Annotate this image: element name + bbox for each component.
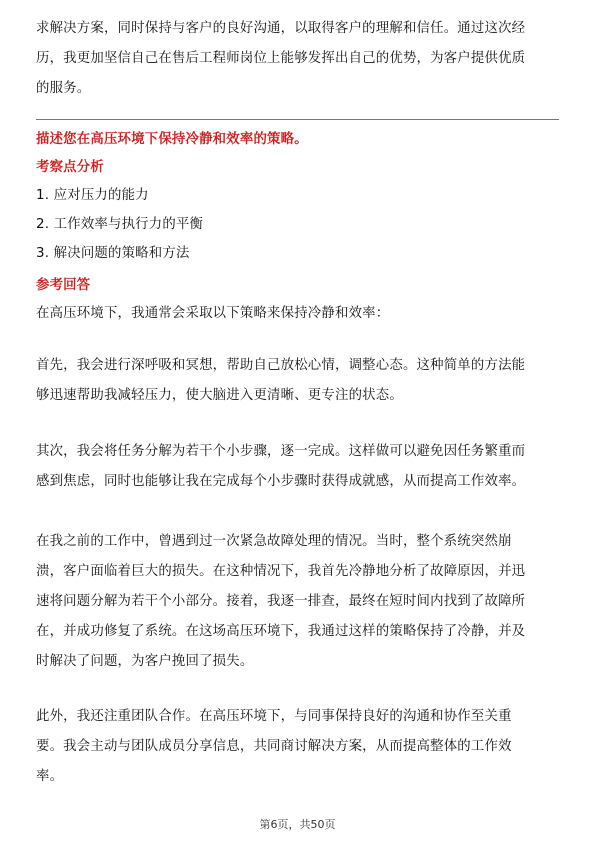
paragraph-line: 其次，我会将任务分解为若干个小步骤，逐一完成。这样做可以避免因任务繁重而 xyxy=(36,444,526,459)
page-number-footer: 第6页，共50页 xyxy=(259,818,336,831)
intro-line: 的服务。 xyxy=(36,81,91,96)
answer-paragraph xyxy=(36,527,559,677)
paragraph-line: 溃，客户面临着巨大的损失。在这种情况下，我首先冷静地分析了故障原因，并迅 xyxy=(36,564,526,579)
analysis-point: 3. 解决问题的策略和方法 xyxy=(36,246,190,261)
intro-line: 历，我更加坚信自己在售后工程师岗位上能够发挥出自己的优势，为客户提供优质 xyxy=(36,51,526,66)
question-heading: 描述您在高压环境下保持冷静和效率的策略。 xyxy=(36,132,308,147)
paragraph-line: 够迅速帮助我减轻压力，使大脑进入更清晰、更专注的状态。 xyxy=(36,388,403,403)
analysis-point: 1. 应对压力的能力 xyxy=(36,188,149,203)
paragraph-line: 此外，我还注重团队合作。在高压环境下，与同事保持良好的沟通和协作至关重 xyxy=(36,709,512,724)
intro-paragraph xyxy=(36,14,559,104)
intro-line: 求解决方案，同时保持与客户的良好沟通，以取得客户的理解和信任。通过这次经 xyxy=(36,21,526,36)
paragraph-line: 感到焦虑，同时也能够让我在完成每个小步骤时获得成就感，从而提高工作效率。 xyxy=(36,474,526,489)
paragraph-line: 速将问题分解为若干个小部分。接着，我逐一排查，最终在短时间内找到了故障所 xyxy=(36,594,526,609)
paragraph-line: 率。 xyxy=(36,769,64,784)
answer-paragraph xyxy=(36,437,559,497)
answer-heading: 参考回答 xyxy=(36,278,91,293)
paragraph-line: 首先，我会进行深呼吸和冥想，帮助自己放松心情，调整心态。这种简单的方法能 xyxy=(36,358,526,373)
section-divider xyxy=(36,119,559,120)
answer-paragraph xyxy=(36,702,559,792)
paragraph-line: 时解决了问题，为客户挽回了损失。 xyxy=(36,654,254,669)
answer-paragraph xyxy=(36,351,559,411)
answer-intro: 在高压环境下，我通常会采取以下策略来保持冷静和效率： xyxy=(36,306,390,321)
paragraph-line: 在我之前的工作中，曾遇到过一次紧急故障处理的情况。当时，整个系统突然崩 xyxy=(36,534,512,549)
paragraph-line: 在，并成功修复了系统。在这场高压环境下，我通过这样的策略保持了冷静，并及 xyxy=(36,624,526,639)
paragraph-line: 要。我会主动与团队成员分享信息，共同商讨解决方案，从而提高整体的工作效 xyxy=(36,739,512,754)
analysis-point: 2. 工作效率与执行力的平衡 xyxy=(36,217,204,232)
analysis-heading: 考察点分析 xyxy=(36,160,104,175)
